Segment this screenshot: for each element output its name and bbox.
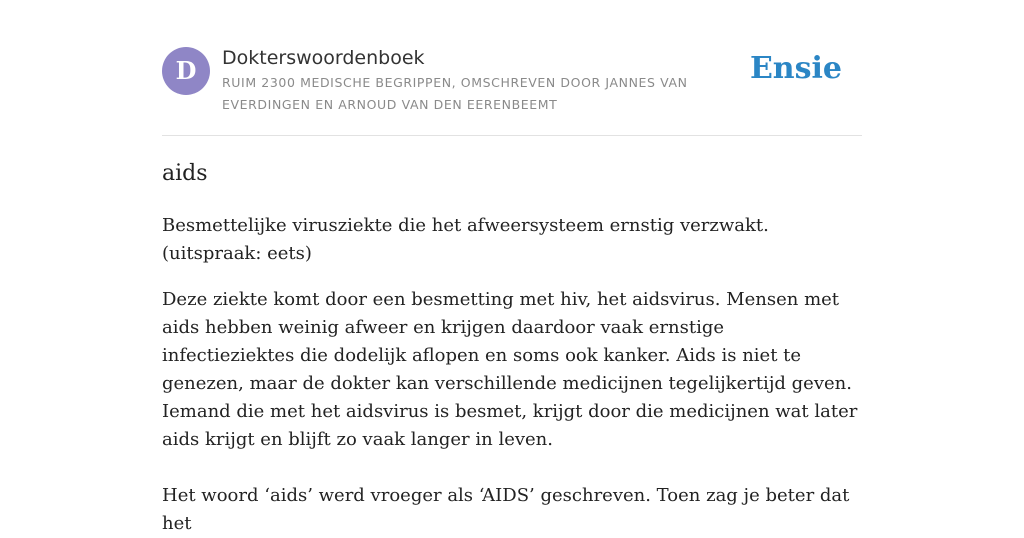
entry-paragraph: Deze ziekte komt door een besmetting met hiv, het aidsvirus. Mensen met aids hebben weinig afweer en krijgen daardoor vaak ernstige infectieziektes die dodelijk aflopen en soms ook kanker. Aids is niet te genezen, maar de dokter kan verschillende medicijnen tegelijkertijd geven. Iemand die met het aidsvirus is besmet, krijgt door die medicijnen wat later aids krijgt en blijft zo vaak langer in leven. [162, 289, 858, 450]
dictionary-subtitle: RUIM 2300 MEDISCHE BEGRIPPEN, OMSCHREVEN DOOR JANNES VAN EVERDINGEN EN ARNOUD VAN DEN EERENBEEMT [222, 75, 688, 112]
entry-headword: aids [162, 161, 208, 186]
dictionary-header [162, 46, 862, 116]
dictionary-title[interactable]: Dokterswoordenboek [222, 47, 425, 69]
ensie-logo-link[interactable]: Ensie [749, 51, 842, 86]
entry-definition: Besmettelijke virusziekte die het afweersysteem ernstig verzwakt. (uitspraak: eets) [162, 215, 769, 264]
header-divider [162, 135, 862, 136]
dictionary-avatar[interactable]: D [162, 47, 210, 95]
entry-paragraph: Het woord ‘aids’ werd vroeger als ‘AIDS’ geschreven. Toen zag je beter dat het [162, 485, 850, 534]
